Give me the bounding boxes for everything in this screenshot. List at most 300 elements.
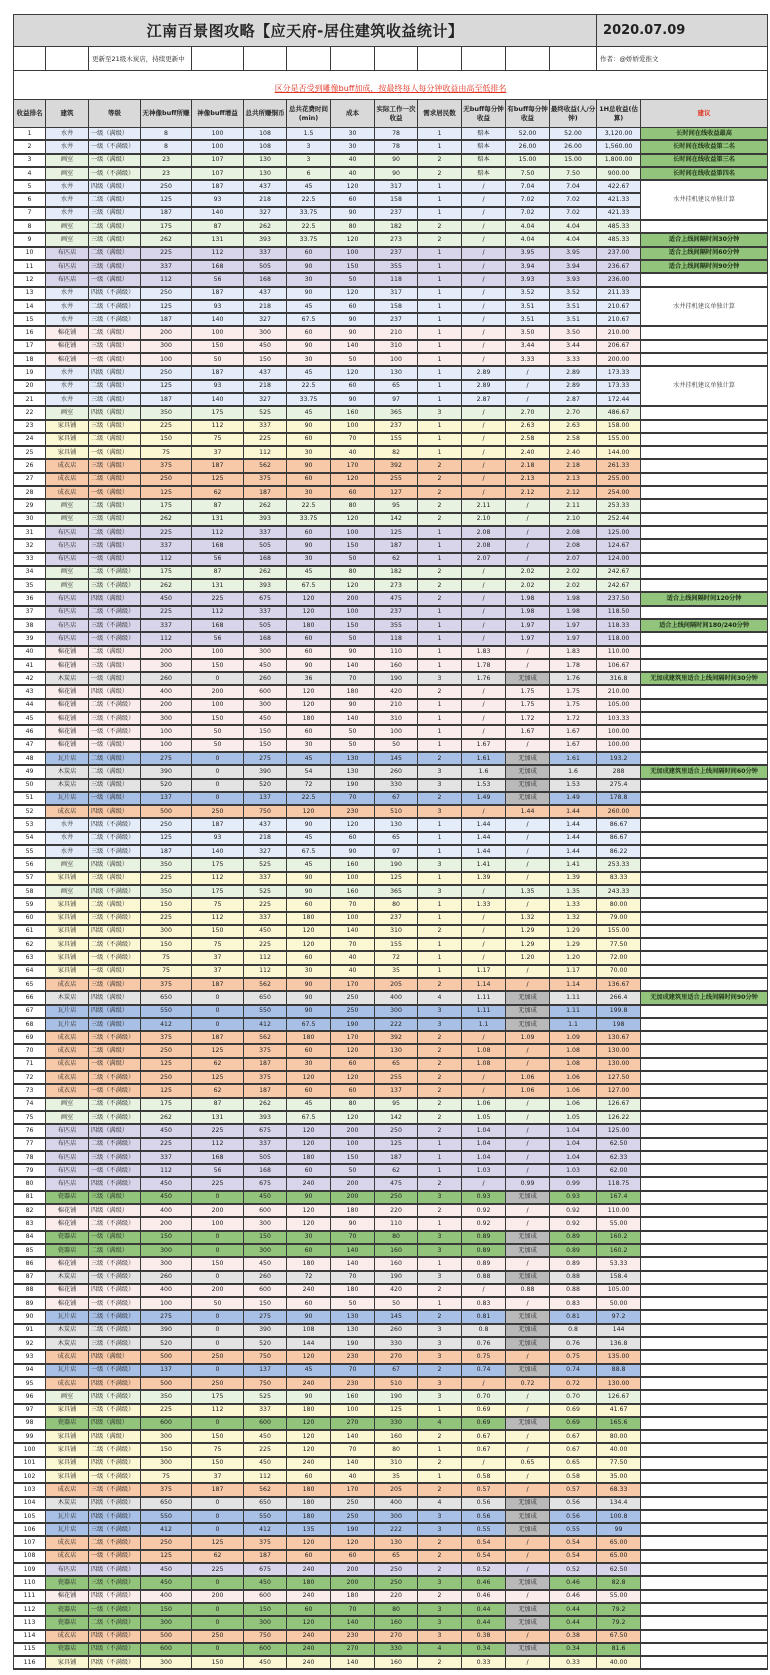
- rank-cell: 67: [14, 1005, 46, 1018]
- time-cell: 90: [287, 260, 331, 273]
- hourly-income-cell: 252.44: [597, 513, 641, 526]
- no-buff-rate-cell: /: [462, 459, 506, 472]
- table-row: [14, 353, 768, 366]
- final-rate-cell: 1.1: [550, 1018, 597, 1031]
- actual-income-cell: 190: [375, 1390, 418, 1403]
- table-row: [14, 712, 768, 725]
- time-cell: 90: [287, 1310, 331, 1323]
- base-income-cell: 100: [141, 1297, 192, 1310]
- statue-buff-cell: 75: [192, 1443, 244, 1456]
- total-coins-cell: 750: [244, 1377, 287, 1390]
- total-coins-cell: 505: [244, 1151, 287, 1164]
- final-rate-cell: 1.33: [550, 898, 597, 911]
- hourly-income-cell: 82.8: [597, 1576, 641, 1589]
- rank-cell: 69: [14, 1031, 46, 1044]
- hourly-income-cell: 130.00: [597, 1377, 641, 1390]
- building-cell: 木炭店: [46, 1337, 89, 1350]
- hourly-income-cell: 79.00: [597, 912, 641, 925]
- column-header: 有buff每分钟收益: [506, 100, 550, 128]
- residents-cell: 3: [418, 406, 462, 419]
- no-buff-rate-cell: 1.41: [462, 858, 506, 871]
- suggestion-cell-empty: [641, 1071, 768, 1084]
- cost-cell: 70: [331, 938, 375, 951]
- final-rate-cell: 52.00: [550, 128, 597, 141]
- total-coins-cell: 337: [244, 420, 287, 433]
- buff-rate-cell: 1.09: [506, 1031, 550, 1044]
- table-row: [14, 818, 768, 831]
- level-cell: 三级（不满级）: [89, 1337, 141, 1350]
- rank-cell: 95: [14, 1377, 46, 1390]
- no-buff-rate-cell: 0.76: [462, 1337, 506, 1350]
- suggestion-cell-empty: [641, 951, 768, 964]
- total-coins-cell: 150: [244, 353, 287, 366]
- total-coins-cell: 225: [244, 938, 287, 951]
- building-cell: 布匹店: [46, 526, 89, 539]
- final-rate-cell: 1.83: [550, 646, 597, 659]
- hourly-income-cell: 421.33: [597, 193, 641, 206]
- final-rate-cell: 0.65: [550, 1457, 597, 1470]
- actual-income-cell: 35: [375, 965, 418, 978]
- actual-income-cell: 110: [375, 1217, 418, 1230]
- time-cell: 67.5: [287, 845, 331, 858]
- residents-cell: 1: [418, 1164, 462, 1177]
- cost-cell: 90: [331, 207, 375, 220]
- table-row: [14, 1231, 768, 1244]
- hourly-income-cell: 55.00: [597, 1590, 641, 1603]
- cost-cell: 120: [331, 473, 375, 486]
- suggestion-cell-empty: [641, 1643, 768, 1656]
- rank-cell: 82: [14, 1204, 46, 1217]
- cost-cell: 90: [331, 1217, 375, 1230]
- time-cell: 180: [287, 912, 331, 925]
- level-cell: 一级（满级）: [89, 128, 141, 141]
- no-buff-rate-cell: /: [462, 1031, 506, 1044]
- actual-income-cell: 190: [375, 858, 418, 871]
- final-rate-cell: 1.08: [550, 1044, 597, 1057]
- no-buff-rate-cell: 1.06: [462, 1098, 506, 1111]
- suggestion-cell-empty: [641, 832, 768, 845]
- buff-rate-cell: /: [506, 1590, 550, 1603]
- no-buff-rate-cell: /: [462, 486, 506, 499]
- cost-cell: 50: [331, 1164, 375, 1177]
- statue-buff-cell: 93: [192, 193, 244, 206]
- level-cell: 一级（不满级）: [89, 1603, 141, 1616]
- buff-rate-cell: 1.98: [506, 606, 550, 619]
- time-cell: 67.5: [287, 1111, 331, 1124]
- buff-rate-cell: /: [506, 1098, 550, 1111]
- total-coins-cell: 600: [244, 1417, 287, 1430]
- rank-cell: 35: [14, 579, 46, 592]
- building-cell: 水井: [46, 366, 89, 379]
- base-income-cell: 112: [141, 553, 192, 566]
- rank-cell: 49: [14, 765, 46, 778]
- column-header: 最终收益(人/分钟): [550, 100, 597, 128]
- level-cell: 二级（不满级）: [89, 566, 141, 579]
- base-income-cell: 600: [141, 1417, 192, 1430]
- no-buff-rate-cell: /: [462, 566, 506, 579]
- statue-buff-cell: 50: [192, 739, 244, 752]
- buff-rate-cell: /: [506, 1257, 550, 1270]
- building-cell: 画室: [46, 1111, 89, 1124]
- statue-buff-cell: 107: [192, 167, 244, 180]
- time-cell: 22.5: [287, 220, 331, 233]
- actual-income-cell: 158: [375, 193, 418, 206]
- building-cell: 棉花铺: [46, 1257, 89, 1270]
- rank-cell: 10: [14, 247, 46, 260]
- residents-cell: 2: [418, 513, 462, 526]
- no-buff-rate-cell: 1.05: [462, 1111, 506, 1124]
- final-rate-cell: 4.04: [550, 220, 597, 233]
- base-income-cell: 200: [141, 1217, 192, 1230]
- hourly-income-cell: 105.00: [597, 699, 641, 712]
- table-row: [14, 247, 768, 260]
- rank-cell: 86: [14, 1257, 46, 1270]
- actual-income-cell: 220: [375, 1590, 418, 1603]
- level-cell: 二级（不满级）: [89, 1443, 141, 1456]
- table-row: [14, 446, 768, 459]
- buff-rate-cell: /: [506, 1058, 550, 1071]
- hourly-income-cell: 900.00: [597, 167, 641, 180]
- suggestion-cell-empty: [641, 1523, 768, 1536]
- hourly-income-cell: 275.4: [597, 779, 641, 792]
- total-coins-cell: 187: [244, 486, 287, 499]
- cost-cell: 250: [331, 991, 375, 1004]
- time-cell: 60: [287, 1550, 331, 1563]
- residents-cell: 3: [418, 765, 462, 778]
- level-cell: 一级（不满级）: [89, 1364, 141, 1377]
- table-row: [14, 1643, 768, 1656]
- statue-buff-cell: 187: [192, 978, 244, 991]
- final-rate-cell: 2.40: [550, 446, 597, 459]
- column-header: 建议: [641, 100, 768, 128]
- buff-rate-cell: 3.52: [506, 287, 550, 300]
- cost-cell: 180: [331, 1204, 375, 1217]
- residents-cell: 2: [418, 1124, 462, 1137]
- statue-buff-cell: 0: [192, 1523, 244, 1536]
- suggestion-cell: 无加成建筑里适合上线间隔时间60分钟: [641, 765, 768, 778]
- level-cell: 一级（不满级）: [89, 1470, 141, 1483]
- level-cell: 三级（满级）: [89, 872, 141, 885]
- suggestion-cell-empty: [641, 978, 768, 991]
- suggestion-cell: 长时间在线收益第四名: [641, 167, 768, 180]
- base-income-cell: 250: [141, 473, 192, 486]
- base-income-cell: 400: [141, 685, 192, 698]
- time-cell: 60: [287, 473, 331, 486]
- level-cell: 二级（不满级）: [89, 606, 141, 619]
- level-cell: 三级（不满级）: [89, 313, 141, 326]
- hourly-income-cell: 126.67: [597, 1098, 641, 1111]
- residents-cell: 2: [418, 1031, 462, 1044]
- time-cell: 60: [287, 326, 331, 339]
- final-rate-cell: 2.02: [550, 566, 597, 579]
- actual-income-cell: 62: [375, 553, 418, 566]
- buff-rate-cell: /: [506, 553, 550, 566]
- final-rate-cell: 1.97: [550, 619, 597, 632]
- time-cell: 72: [287, 779, 331, 792]
- time-cell: 60: [287, 247, 331, 260]
- level-cell: 三级（满级）: [89, 340, 141, 353]
- cost-cell: 270: [331, 1417, 375, 1430]
- buff-rate-cell: 无加成: [506, 1616, 550, 1629]
- page-title: [14, 15, 597, 47]
- final-rate-cell: 2.58: [550, 433, 597, 446]
- time-cell: 90: [287, 340, 331, 353]
- suggestion-cell-empty: [641, 473, 768, 486]
- time-cell: 45: [287, 566, 331, 579]
- total-coins-cell: 337: [244, 247, 287, 260]
- base-income-cell: 112: [141, 1164, 192, 1177]
- buff-rate-cell: /: [506, 845, 550, 858]
- buff-rate-cell: /: [506, 1630, 550, 1643]
- buff-rate-cell: /: [506, 1151, 550, 1164]
- suggestion-cell-empty: [641, 1217, 768, 1230]
- no-buff-rate-cell: /: [462, 180, 506, 193]
- actual-income-cell: 237: [375, 247, 418, 260]
- residents-cell: 2: [418, 233, 462, 246]
- hourly-income-cell: 86.22: [597, 845, 641, 858]
- actual-income-cell: 190: [375, 1271, 418, 1284]
- residents-cell: 1: [418, 845, 462, 858]
- suggestion-cell-empty: [641, 739, 768, 752]
- residents-cell: 2: [418, 1430, 462, 1443]
- building-cell: 瓦片店: [46, 1005, 89, 1018]
- hourly-income-cell: 130.67: [597, 1031, 641, 1044]
- no-buff-rate-cell: 0.33: [462, 1656, 506, 1669]
- table-row: [14, 140, 768, 153]
- hourly-income-cell: 210.00: [597, 326, 641, 339]
- actual-income-cell: 78: [375, 128, 418, 141]
- statue-buff-cell: 187: [192, 180, 244, 193]
- no-buff-rate-cell: /: [462, 885, 506, 898]
- suggestion-cell: 适合上线间隔时间180/240分钟: [641, 619, 768, 632]
- total-coins-cell: 168: [244, 273, 287, 286]
- final-rate-cell: 0.89: [550, 1257, 597, 1270]
- hourly-income-cell: 210.67: [597, 313, 641, 326]
- buff-rate-cell: 3.51: [506, 313, 550, 326]
- rank-cell: 43: [14, 685, 46, 698]
- building-cell: 布匹店: [46, 1151, 89, 1164]
- building-cell: 水井: [46, 207, 89, 220]
- no-buff-rate-cell: /: [462, 1377, 506, 1390]
- actual-income-cell: 95: [375, 1098, 418, 1111]
- residents-cell: 1: [418, 380, 462, 393]
- building-cell: 瓷器店: [46, 1643, 89, 1656]
- actual-income-cell: 330: [375, 1643, 418, 1656]
- building-cell: 棉花铺: [46, 699, 89, 712]
- suggestion-cell-empty: [641, 1058, 768, 1071]
- level-cell: 三级（满级）: [89, 978, 141, 991]
- residents-cell: 2: [418, 978, 462, 991]
- time-cell: 60: [287, 725, 331, 738]
- statue-buff-cell: 168: [192, 619, 244, 632]
- hourly-income-cell: 110.00: [597, 646, 641, 659]
- actual-income-cell: 190: [375, 672, 418, 685]
- residents-cell: 1: [418, 898, 462, 911]
- hourly-income-cell: 136.8: [597, 1337, 641, 1350]
- residents-cell: 2: [418, 1536, 462, 1549]
- buff-rate-cell: /: [506, 858, 550, 871]
- buff-rate-cell: 无加成: [506, 1310, 550, 1323]
- table-row: [14, 592, 768, 605]
- no-buff-rate-cell: /: [462, 313, 506, 326]
- building-cell: 成衣店: [46, 1550, 89, 1563]
- rank-cell: 105: [14, 1510, 46, 1523]
- no-buff-rate-cell: /: [462, 340, 506, 353]
- level-cell: 二级（不满级）: [89, 300, 141, 313]
- cost-cell: 120: [331, 818, 375, 831]
- table-row: [14, 685, 768, 698]
- building-cell: 家具铺: [46, 433, 89, 446]
- total-coins-cell: 337: [244, 1404, 287, 1417]
- residents-cell: 1: [418, 128, 462, 141]
- residents-cell: 1: [418, 1404, 462, 1417]
- level-cell: 一级（不满级）: [89, 725, 141, 738]
- suggestion-cell-empty: [641, 1656, 768, 1669]
- buff-rate-cell: /: [506, 1350, 550, 1363]
- buff-rate-cell: 无加成: [506, 1417, 550, 1430]
- hourly-income-cell: 100.00: [597, 725, 641, 738]
- actual-income-cell: 80: [375, 1231, 418, 1244]
- hourly-income-cell: 160.2: [597, 1231, 641, 1244]
- buff-rate-cell: 无加成: [506, 991, 550, 1004]
- actual-income-cell: 355: [375, 260, 418, 273]
- building-cell: 家具铺: [46, 872, 89, 885]
- time-cell: 180: [287, 1483, 331, 1496]
- hourly-income-cell: 118.00: [597, 632, 641, 645]
- final-rate-cell: 1.20: [550, 951, 597, 964]
- suggestion-cell-empty: [641, 1443, 768, 1456]
- rank-cell: 45: [14, 712, 46, 725]
- building-cell: 家具铺: [46, 1656, 89, 1669]
- suggestion-cell-empty: [641, 1177, 768, 1190]
- rank-cell: 99: [14, 1430, 46, 1443]
- actual-income-cell: 255: [375, 1071, 418, 1084]
- building-cell: 水井: [46, 287, 89, 300]
- time-cell: 90: [287, 991, 331, 1004]
- suggestion-cell-empty: [641, 1510, 768, 1523]
- table-row: [14, 1031, 768, 1044]
- suggestion-cell-empty: [641, 1005, 768, 1018]
- no-buff-rate-cell: 1.04: [462, 1151, 506, 1164]
- time-cell: 90: [287, 287, 331, 300]
- building-cell: 棉花铺: [46, 326, 89, 339]
- base-income-cell: 300: [141, 1656, 192, 1669]
- no-buff-rate-cell: /: [462, 420, 506, 433]
- statue-buff-cell: 0: [192, 1231, 244, 1244]
- total-coins-cell: 225: [244, 1443, 287, 1456]
- rank-cell: 88: [14, 1284, 46, 1297]
- buff-rate-cell: 3.93: [506, 273, 550, 286]
- spreadsheet: [13, 14, 757, 1670]
- level-cell: 四级（满级）: [89, 925, 141, 938]
- base-income-cell: 225: [141, 912, 192, 925]
- rank-cell: 109: [14, 1563, 46, 1576]
- total-coins-cell: 390: [244, 1324, 287, 1337]
- statue-buff-cell: 131: [192, 513, 244, 526]
- residents-cell: 1: [418, 938, 462, 951]
- level-cell: 四级（满级）: [89, 1430, 141, 1443]
- table-row: [14, 1630, 768, 1643]
- hourly-income-cell: 80.00: [597, 1430, 641, 1443]
- no-buff-rate-cell: 1.78: [462, 659, 506, 672]
- suggestion-cell-empty: [641, 725, 768, 738]
- rank-cell: 90: [14, 1310, 46, 1323]
- building-cell: 布匹店: [46, 592, 89, 605]
- statue-buff-cell: 107: [192, 154, 244, 167]
- time-cell: 120: [287, 1616, 331, 1629]
- rank-cell: 56: [14, 858, 46, 871]
- base-income-cell: 550: [141, 1005, 192, 1018]
- total-coins-cell: 112: [244, 965, 287, 978]
- buff-rate-cell: 无加成: [506, 672, 550, 685]
- building-cell: 木炭店: [46, 1271, 89, 1284]
- table-row: [14, 499, 768, 512]
- time-cell: 180: [287, 1151, 331, 1164]
- buff-rate-cell: /: [506, 1124, 550, 1137]
- cost-cell: 160: [331, 858, 375, 871]
- base-income-cell: 300: [141, 659, 192, 672]
- statue-buff-cell: 0: [192, 792, 244, 805]
- final-rate-cell: 1.44: [550, 845, 597, 858]
- level-cell: 一级（满级）: [89, 486, 141, 499]
- final-rate-cell: 0.58: [550, 1470, 597, 1483]
- building-cell: 画室: [46, 167, 89, 180]
- statue-buff-cell: 150: [192, 1457, 244, 1470]
- suggestion-cell-empty: [641, 1430, 768, 1443]
- statue-buff-cell: 112: [192, 1138, 244, 1151]
- level-cell: 三级（满级）: [89, 233, 141, 246]
- statue-buff-cell: 0: [192, 1643, 244, 1656]
- no-buff-rate-cell: 0.8: [462, 1324, 506, 1337]
- hourly-income-cell: 97.2: [597, 1310, 641, 1323]
- cost-cell: 120: [331, 579, 375, 592]
- base-income-cell: 150: [141, 1231, 192, 1244]
- hourly-income-cell: 243.33: [597, 885, 641, 898]
- table-row: [14, 938, 768, 951]
- actual-income-cell: 80: [375, 1443, 418, 1456]
- cost-cell: 120: [331, 1536, 375, 1549]
- cost-cell: 160: [331, 885, 375, 898]
- total-coins-cell: 450: [244, 925, 287, 938]
- final-rate-cell: 1.49: [550, 792, 597, 805]
- suggestion-cell-empty: [641, 513, 768, 526]
- building-cell: 成衣店: [46, 1350, 89, 1363]
- buff-rate-cell: 3.50: [506, 326, 550, 339]
- actual-income-cell: 510: [375, 805, 418, 818]
- no-buff-rate-cell: 0.89: [462, 1244, 506, 1257]
- buff-rate-cell: 1.97: [506, 619, 550, 632]
- level-cell: 二级（不满级）: [89, 699, 141, 712]
- hourly-income-cell: 236.00: [597, 273, 641, 286]
- final-rate-cell: 0.88: [550, 1284, 597, 1297]
- buff-rate-cell: /: [506, 499, 550, 512]
- hourly-income-cell: 253.33: [597, 858, 641, 871]
- cost-cell: 90: [331, 845, 375, 858]
- final-rate-cell: 2.12: [550, 486, 597, 499]
- table-row: [14, 459, 768, 472]
- level-cell: 四级（不满级）: [89, 1643, 141, 1656]
- residents-cell: 2: [418, 1656, 462, 1669]
- building-cell: 布匹店: [46, 632, 89, 645]
- suggestion-cell-empty: [641, 486, 768, 499]
- level-cell: 一级（不满级）: [89, 167, 141, 180]
- building-cell: 瓷器店: [46, 1231, 89, 1244]
- cost-cell: 190: [331, 1523, 375, 1536]
- hourly-income-cell: 134.4: [597, 1497, 641, 1510]
- total-coins-cell: 675: [244, 592, 287, 605]
- statue-buff-cell: 0: [192, 752, 244, 765]
- table-row: [14, 1377, 768, 1390]
